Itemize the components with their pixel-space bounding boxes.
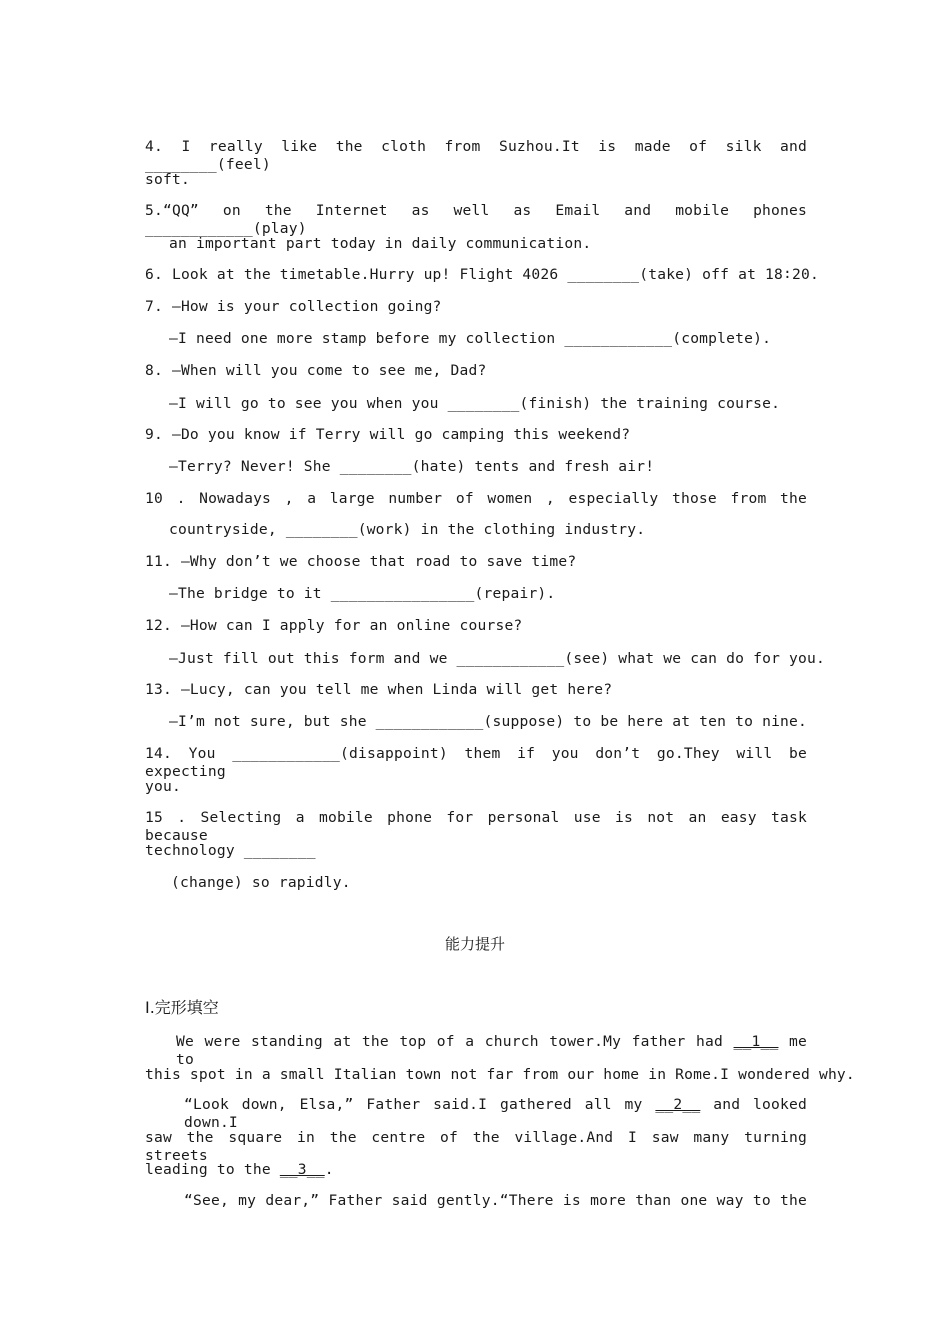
question-5-line-1: 5.“QQ” on the Internet as well as Email and mobile phones ____________(play) [145,202,807,237]
section-heading: 能力提升 [444,935,505,953]
passage-paragraph-1-line-1 [176,1033,807,1069]
question-15-line-3: (change) so rapidly. [171,874,351,891]
question-8-line-2: —I will go to see you when you ________(finish) the training course. [169,395,781,412]
section-title: Ⅰ.完形填空 [145,998,219,1017]
passage-paragraph-2-line-2: saw the square in the centre of the village.And I saw many turning streets [145,1129,807,1164]
question-9-line-2: —Terry? Never! She ________(hate) tents and fresh air! [169,458,655,475]
passage-text: leading to the [145,1161,271,1178]
question-14-line-1: 14. You ____________(disappoint) them if you don’t go.They will be expecting [145,745,807,780]
blank-1: __1__ [733,1033,779,1050]
blank-2: __2__ [655,1096,701,1113]
passage-text: . [324,1161,334,1178]
question-7-line-1: 7. —How is your collection going? [145,298,442,315]
question-10-line-2: countryside, ________(work) in the clothing industry. [169,521,646,538]
passage-paragraph-2-line-3 [145,1161,807,1179]
question-13-line-2: —I’m not sure, but she ____________(suppose) to be here at ten to nine. [169,713,808,730]
question-11-line-2: —The bridge to it ________________(repair). [169,585,556,602]
question-14-line-2: you. [145,778,181,795]
question-6-line-1: 6. Look at the timetable.Hurry up! Flight 4026 ________(take) off at 18∶20. [145,266,819,283]
question-4-line-1: 4. I really like the cloth from Suzhou.It is made of silk and ________(feel) [145,138,807,173]
question-4-line-2: soft. [145,171,190,188]
passage-paragraph-3-line-1: “See, my dear,” Father said gently.“There is more than one way to the [184,1192,807,1209]
passage-text: We were standing at the top of a church tower.My father had [176,1033,724,1050]
question-12-line-2: —Just fill out this form and we ____________(see) what we can do for you. [169,650,825,667]
question-10-line-1: 10 . Nowadays , a large number of women , especially those from the [145,490,807,507]
question-8-line-1: 8. —When will you come to see me, Dad? [145,362,487,379]
passage-text: and looked down.I [184,1096,807,1131]
passage-paragraph-2-line-1 [184,1096,807,1132]
question-7-line-2: —I need one more stamp before my collection ____________(complete). [169,330,772,347]
question-9-line-1: 9. —Do you know if Terry will go camping this weekend? [145,426,631,443]
passage-paragraph-1-line-2: this spot in a small Italian town not far from our home in Rome.I wondered why. [145,1066,855,1083]
question-5-line-2: an important part today in daily communication. [169,235,592,252]
passage-text: “Look down, Elsa,” Father said.I gathered all my [184,1096,643,1113]
passage-text: me to [176,1033,807,1068]
question-11-line-1: 11. —Why don’t we choose that road to save time? [145,553,577,570]
question-13-line-1: 13. —Lucy, can you tell me when Linda will get here? [145,681,613,698]
question-12-line-1: 12. —How can I apply for an online course? [145,617,523,634]
question-15-line-1: 15 . Selecting a mobile phone for personal use is not an easy task because [145,809,807,844]
question-15-line-2: technology ________ [145,842,316,859]
blank-3: __3__ [279,1161,325,1178]
